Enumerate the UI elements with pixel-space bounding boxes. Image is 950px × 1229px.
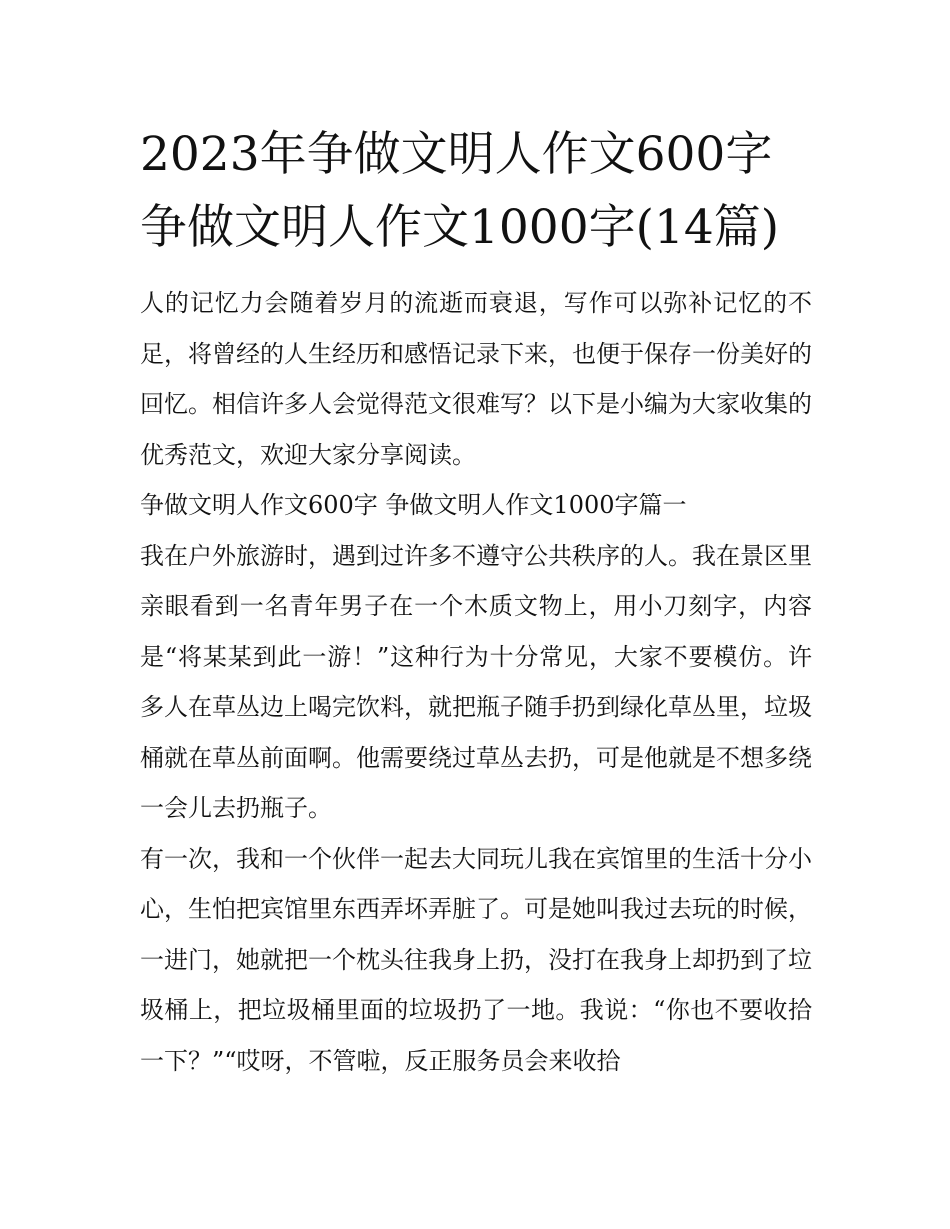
document-title xyxy=(140,118,812,264)
title-line-1: 2023年争做文明人作文600字 xyxy=(140,127,773,182)
body-paragraph-2: 有一次，我和一个伙伴一起去大同玩儿我在宾馆里的生活十分小心，生怕把宾馆里东西弄坏弄脏了。可是她叫我过去玩的时候，一进门，她就把一个枕头往我身上扔，没打在我身上却扔到了垃圾桶上，把垃圾桶里面的垃圾扔了一地。我说：“你也不要收拾一下？”“哎呀，不管啦，反正服务员会来收拾 xyxy=(140,844,812,1075)
body-paragraph-1: 我在户外旅游时，遇到过许多不遵守公共秩序的人。我在景区里亲眼看到一名青年男子在一个木质文物上，用小刀刻字，内容是“将某某到此一游！”这种行为十分常见，大家不要模仿。许多人在草丛边上喝完饮料，就把瓶子随手扔到绿化草丛里，垃圾桶就在草丛前面啊。他需要绕过草丛去扔，可是他就是不想多绕一会儿去扔瓶子。 xyxy=(140,541,812,822)
title-line-2: 争做文明人作文1000字(14篇) xyxy=(140,200,780,255)
document-body xyxy=(140,118,812,1086)
intro-paragraph: 人的记忆力会随着岁月的流逝而衰退，写作可以弥补记忆的不足，将曾经的人生经历和感悟记录下来，也便于保存一份美好的回忆。相信许多人会觉得范文很难写？以下是小编为大家收集的优秀范文，欢迎大家分享阅读。 xyxy=(140,289,812,469)
section-heading: 争做文明人作文600字 争做文明人作文1000字篇一 xyxy=(140,491,687,519)
